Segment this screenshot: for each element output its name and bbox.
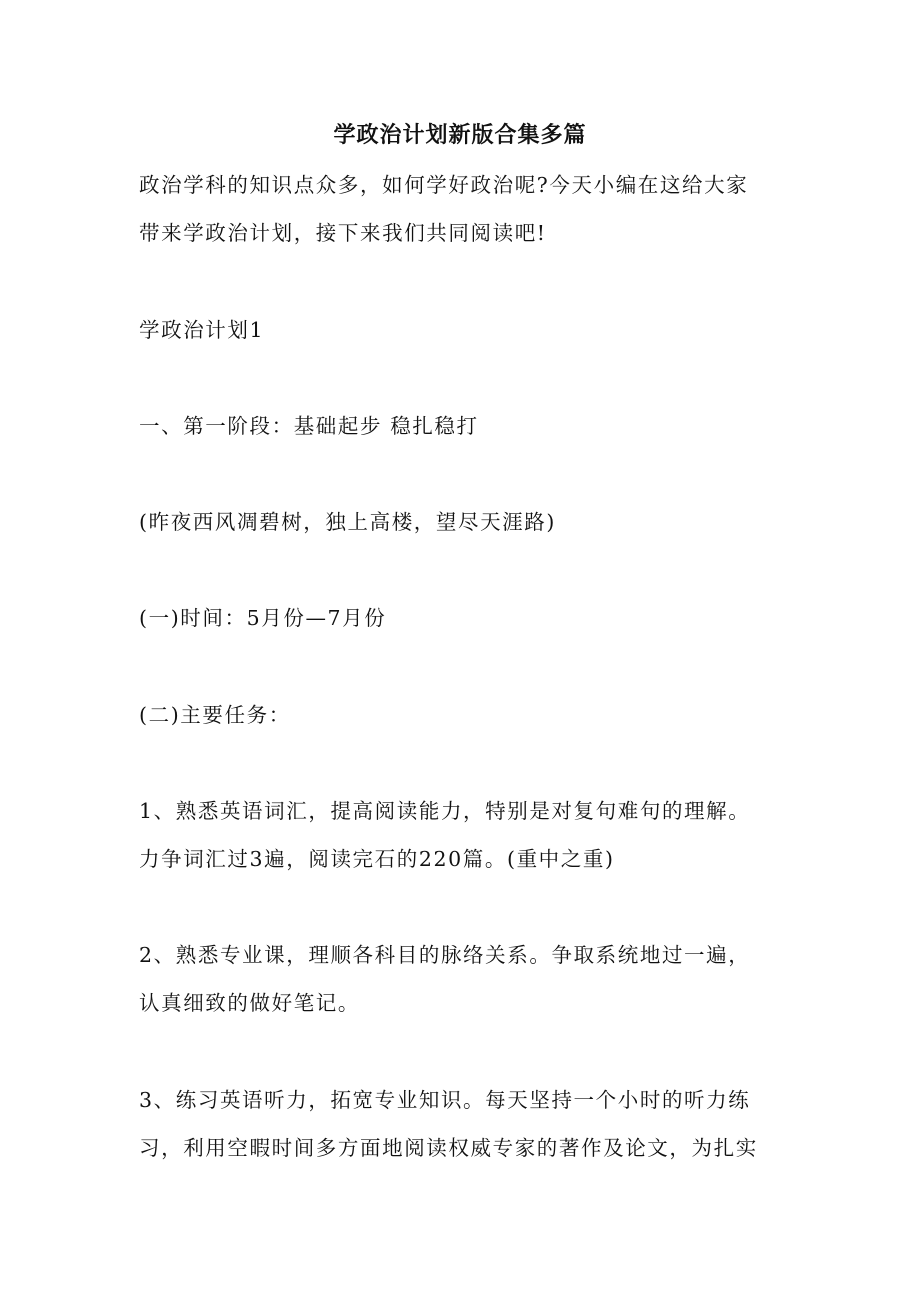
tasks-heading: (二)主要任务：	[139, 703, 291, 727]
poem-quote: (昨夜西风凋碧树，独上高楼，望尽天涯路)	[139, 510, 556, 534]
intro-line-2: 带来学政治计划，接下来我们共同阅读吧!	[139, 221, 547, 245]
task-2-line-1: 2、熟悉专业课，理顺各科目的脉络关系。争取系统地过一遍，	[139, 943, 751, 967]
intro-line-1: 政治学科的知识点众多，如何学好政治呢?今天小编在这给大家	[139, 173, 749, 197]
task-3-line-1: 3、练习英语听力，拓宽专业知识。每天坚持一个小时的听力练	[139, 1088, 751, 1112]
time-line: (一)时间：5月份—7月份	[139, 606, 387, 630]
document-title: 学政治计划新版合集多篇	[333, 122, 587, 148]
task-3-line-2: 习，利用空暇时间多方面地阅读权威专家的著作及论文，为扎实	[139, 1136, 758, 1160]
task-1-line-1: 1、熟悉英语词汇，提高阅读能力，特别是对复句难句的理解。	[139, 799, 751, 823]
section-heading: 学政治计划1	[139, 318, 265, 342]
stage-heading: 一、第一阶段：基础起步 稳扎稳打	[139, 414, 479, 438]
task-1-line-2: 力争词汇过3遍，阅读完石的220篇。(重中之重)	[139, 847, 615, 871]
task-2-line-2: 认真细致的做好笔记。	[139, 991, 360, 1015]
